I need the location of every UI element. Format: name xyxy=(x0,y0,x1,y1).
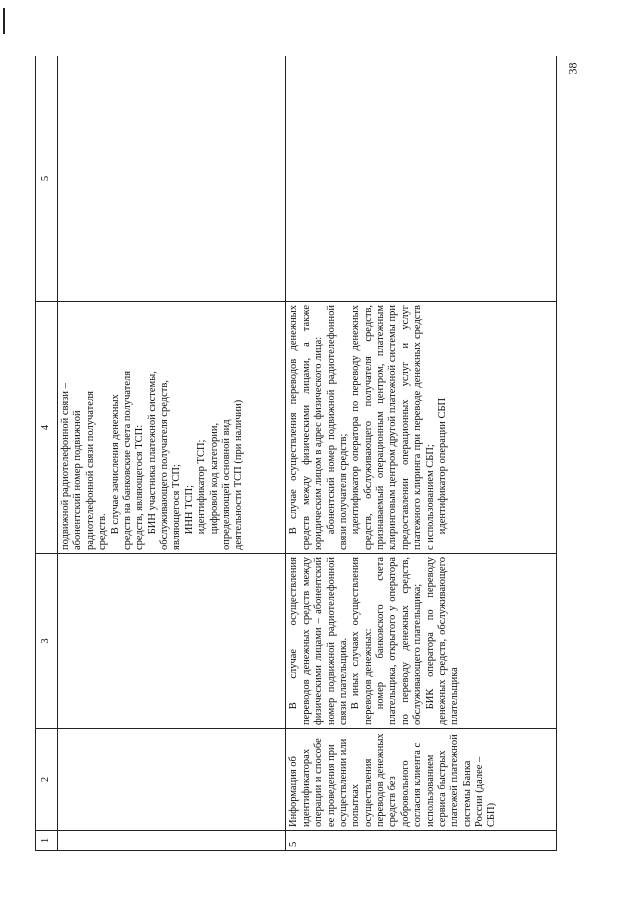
payer-paragraph: В случае осуществления переводов денежных средств между физическими лицами – абонентский номер подвижной радиотелефонной связи плательщика. xyxy=(288,557,349,725)
cell-cont-col4 xyxy=(58,302,286,554)
cont-col4-line: идентификатор ТСП; xyxy=(196,439,208,535)
cell-recipient-identifiers xyxy=(286,302,557,554)
row-number: 5 xyxy=(286,831,557,851)
cell-row5-col5 xyxy=(286,56,557,302)
recipient-paragraph: идентификатор оператора по переводу денежных средств, обслуживающего получателя средств, признаваемый операционным центром, платежным клиринговым центром другой платежной системы при предоставлении операционных услуг и услуг платежного клиринга при переводе денежных средств с использованием СБП; xyxy=(350,305,436,550)
table-header-row xyxy=(36,56,58,851)
cell-cont-col3 xyxy=(58,554,286,729)
header-col-3: 3 xyxy=(36,554,58,729)
scan-margin-mark xyxy=(3,8,5,34)
header-col-2: 2 xyxy=(36,729,58,831)
cont-col4-line: БИН участника платежной системы, xyxy=(146,371,158,535)
document-page xyxy=(35,56,557,851)
cont-col4-line: радиотелефонной связи получателя xyxy=(84,391,96,550)
data-table xyxy=(35,56,557,851)
cont-col4-line: цифровой код категории, xyxy=(208,422,220,535)
cont-col4-line: обслуживающего получателя средств, xyxy=(159,380,171,550)
cont-col4-line: средств на банковские счета получателя xyxy=(121,370,133,550)
info-title-text: Информация об идентификаторах операции и способе ее проведения при осуществлении или попытках осуществления переводов денежных средств без добровольного согласия клиента с использованием сервиса быстрых платежей платежной системы Банка России (далее – СБП) xyxy=(288,733,498,827)
cell-info-title xyxy=(286,729,557,831)
recipient-paragraph: абонентский номер подвижной радиотелефонной связи получателя средств; xyxy=(325,305,349,550)
cont-col4-line: ИНН ТСП; xyxy=(183,484,195,535)
cell-cont-col1 xyxy=(58,831,286,851)
header-col-1: 1 xyxy=(36,831,58,851)
cont-col4-line: являющегося ТСП; xyxy=(171,464,183,550)
payer-paragraph: номер банковского счета плательщика, открытого у оператора по переводу денежных средств, обслуживающего плательщика; xyxy=(375,557,424,725)
cont-col4-line: средств. xyxy=(97,513,109,550)
header-col-5: 5 xyxy=(36,56,58,302)
cell-payer-identifiers xyxy=(286,554,557,729)
recipient-paragraph: идентификатор операции СБП xyxy=(436,397,448,535)
cont-col4-line: деятельности ТСП (при наличии) xyxy=(233,399,245,550)
cell-cont-col2 xyxy=(58,729,286,831)
table-row-5 xyxy=(286,56,557,851)
cont-col4-line: подвижной радиотелефонной связи – xyxy=(60,383,72,550)
recipient-paragraph: В случае осуществления переводов денежных средств между физическими лицами, а также юридическим лицом в адрес физического лица: xyxy=(288,305,325,550)
payer-paragraph: БИК оператора по переводу денежных средств, обслуживающего плательщика xyxy=(424,557,461,725)
cont-col4-line: определяющей основной вид xyxy=(220,419,232,550)
header-col-4: 4 xyxy=(36,302,58,554)
payer-paragraph: В иных случаях осуществления переводов денежных: xyxy=(350,557,374,725)
page-number: 38 xyxy=(565,62,580,74)
cont-col4-line: В случае зачисления денежных xyxy=(109,394,121,535)
table-row-continued xyxy=(58,56,286,851)
cell-cont-col5 xyxy=(58,56,286,302)
cont-col4-line: средств, являющегося ТСП: xyxy=(134,424,146,550)
cont-col4-line: абонентский номер подвижной xyxy=(72,410,84,550)
